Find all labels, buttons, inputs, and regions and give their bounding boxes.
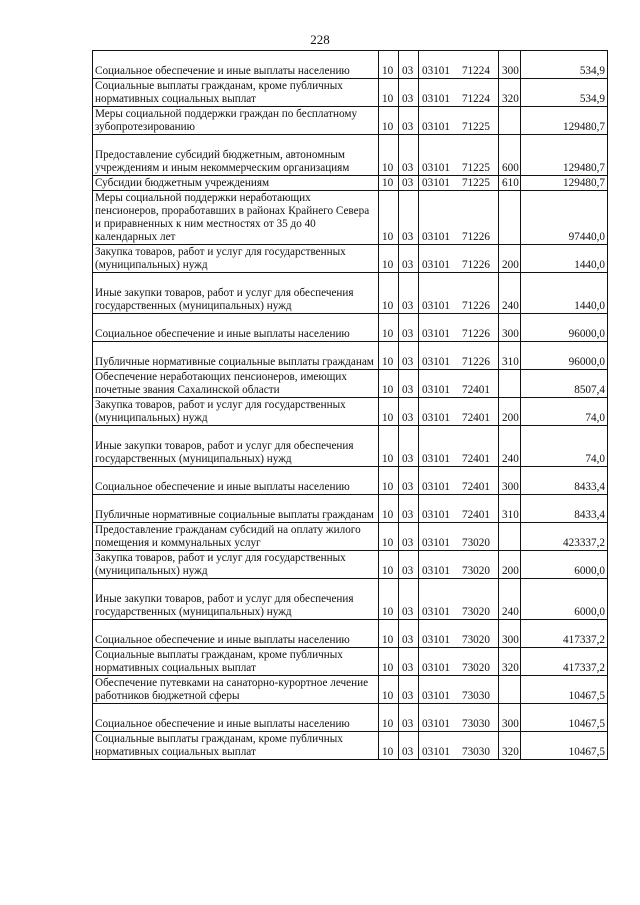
amount-cell: 417337,2 [521, 648, 608, 676]
direction-code: 72401 [461, 509, 490, 521]
expense-type-cell: 320 [499, 79, 521, 107]
row-name-cell: Социальное обеспечение и иные выплаты населению [93, 704, 379, 732]
expense-type-cell: 300 [499, 314, 521, 342]
direction-code: 71226 [461, 231, 490, 243]
section-code-cell: 10 [379, 579, 399, 620]
row-name-cell: Социальное обеспечение и иные выплаты населению [93, 314, 379, 342]
program-code: 03101 [422, 690, 450, 702]
table-row [93, 342, 608, 370]
row-name-cell: Публичные нормативные социальные выплаты гражданам [93, 495, 379, 523]
budget-table [92, 50, 608, 760]
row-name-cell: Иные закупки товаров, работ и услуг для обеспечения государственных (муниципальных) нужд [93, 273, 379, 314]
target-article-cell [419, 523, 499, 551]
subsection-code-cell: 03 [399, 551, 419, 579]
section-code-cell: 10 [379, 732, 399, 760]
expense-type-cell: 610 [499, 176, 521, 191]
row-name-cell: Предоставление гражданам субсидий на оплату жилого помещения и коммунальных услуг [93, 523, 379, 551]
program-code: 03101 [422, 177, 450, 189]
target-article-cell [419, 551, 499, 579]
expense-type-cell [499, 191, 521, 245]
program-code: 03101 [422, 509, 450, 521]
subsection-code-cell: 03 [399, 191, 419, 245]
table-row [93, 370, 608, 398]
program-code: 03101 [422, 606, 450, 618]
row-name-cell: Субсидии бюджетным учреждениям [93, 176, 379, 191]
subsection-code-cell: 03 [399, 579, 419, 620]
section-code-cell: 10 [379, 495, 399, 523]
program-code: 03101 [422, 746, 450, 758]
expense-type-cell: 300 [499, 51, 521, 79]
direction-code: 73030 [461, 690, 490, 702]
direction-code: 71224 [461, 93, 490, 105]
target-article-cell [419, 732, 499, 760]
amount-cell: 10467,5 [521, 704, 608, 732]
program-code: 03101 [422, 412, 450, 424]
target-article-cell [419, 426, 499, 467]
section-code-cell: 10 [379, 245, 399, 273]
amount-cell: 1440,0 [521, 273, 608, 314]
target-article-cell [419, 370, 499, 398]
direction-code: 72401 [461, 384, 490, 396]
amount-cell: 1440,0 [521, 245, 608, 273]
amount-cell: 74,0 [521, 398, 608, 426]
table-row [93, 107, 608, 135]
table-row [93, 495, 608, 523]
subsection-code-cell: 03 [399, 523, 419, 551]
section-code-cell: 10 [379, 648, 399, 676]
expense-type-cell: 240 [499, 579, 521, 620]
expense-type-cell: 300 [499, 467, 521, 495]
program-code: 03101 [422, 662, 450, 674]
expense-type-cell: 200 [499, 245, 521, 273]
expense-type-cell: 310 [499, 495, 521, 523]
subsection-code-cell: 03 [399, 648, 419, 676]
subsection-code-cell: 03 [399, 495, 419, 523]
subsection-code-cell: 03 [399, 676, 419, 704]
section-code-cell: 10 [379, 398, 399, 426]
program-code: 03101 [422, 93, 450, 105]
subsection-code-cell: 03 [399, 732, 419, 760]
program-code: 03101 [422, 231, 450, 243]
section-code-cell: 10 [379, 273, 399, 314]
expense-type-cell [499, 370, 521, 398]
table-row [93, 579, 608, 620]
amount-cell: 6000,0 [521, 579, 608, 620]
amount-cell: 534,9 [521, 79, 608, 107]
direction-code: 71225 [461, 162, 490, 174]
program-code: 03101 [422, 356, 450, 368]
direction-code: 72401 [461, 453, 490, 465]
table-row [93, 704, 608, 732]
amount-cell: 129480,7 [521, 135, 608, 176]
target-article-cell [419, 191, 499, 245]
direction-code: 71226 [461, 300, 490, 312]
program-code: 03101 [422, 259, 450, 271]
direction-code: 73020 [461, 662, 490, 674]
table-row [93, 676, 608, 704]
target-article-cell [419, 79, 499, 107]
section-code-cell: 10 [379, 342, 399, 370]
amount-cell: 8433,4 [521, 467, 608, 495]
amount-cell: 96000,0 [521, 342, 608, 370]
row-name-cell: Социальные выплаты гражданам, кроме публичных нормативных социальных выплат [93, 732, 379, 760]
expense-type-cell: 600 [499, 135, 521, 176]
section-code-cell: 10 [379, 314, 399, 342]
amount-cell: 129480,7 [521, 176, 608, 191]
table-row [93, 79, 608, 107]
table-row [93, 523, 608, 551]
row-name-cell: Закупка товаров, работ и услуг для государственных (муниципальных) нужд [93, 398, 379, 426]
table-row [93, 51, 608, 79]
subsection-code-cell: 03 [399, 398, 419, 426]
target-article-cell [419, 245, 499, 273]
program-code: 03101 [422, 634, 450, 646]
section-code-cell: 10 [379, 370, 399, 398]
table-row [93, 732, 608, 760]
table-row [93, 191, 608, 245]
table-row [93, 398, 608, 426]
table-row [93, 314, 608, 342]
amount-cell: 6000,0 [521, 551, 608, 579]
direction-code: 72401 [461, 412, 490, 424]
section-code-cell: 10 [379, 523, 399, 551]
subsection-code-cell: 03 [399, 370, 419, 398]
section-code-cell: 10 [379, 620, 399, 648]
amount-cell: 10467,5 [521, 732, 608, 760]
program-code: 03101 [422, 328, 450, 340]
section-code-cell: 10 [379, 107, 399, 135]
section-code-cell: 10 [379, 676, 399, 704]
program-code: 03101 [422, 718, 450, 730]
expense-type-cell: 200 [499, 551, 521, 579]
program-code: 03101 [422, 300, 450, 312]
row-name-cell: Социальное обеспечение и иные выплаты населению [93, 467, 379, 495]
target-article-cell [419, 398, 499, 426]
row-name-cell: Публичные нормативные социальные выплаты гражданам [93, 342, 379, 370]
expense-type-cell [499, 676, 521, 704]
target-article-cell [419, 51, 499, 79]
target-article-cell [419, 676, 499, 704]
row-name-cell: Социальное обеспечение и иные выплаты населению [93, 620, 379, 648]
direction-code: 71225 [461, 121, 490, 133]
table-row [93, 176, 608, 191]
expense-type-cell: 240 [499, 273, 521, 314]
section-code-cell: 10 [379, 176, 399, 191]
section-code-cell: 10 [379, 551, 399, 579]
expense-type-cell: 320 [499, 648, 521, 676]
table-row [93, 551, 608, 579]
row-name-cell: Иные закупки товаров, работ и услуг для обеспечения государственных (муниципальных) нужд [93, 579, 379, 620]
direction-code: 71225 [461, 177, 490, 189]
subsection-code-cell: 03 [399, 704, 419, 732]
program-code: 03101 [422, 565, 450, 577]
direction-code: 72401 [461, 481, 490, 493]
direction-code: 71226 [461, 356, 490, 368]
page-number: 228 [310, 32, 330, 47]
amount-cell: 423337,2 [521, 523, 608, 551]
target-article-cell [419, 467, 499, 495]
row-name-cell: Меры социальной поддержки граждан по бесплатному зубопротезированию [93, 107, 379, 135]
program-code: 03101 [422, 162, 450, 174]
subsection-code-cell: 03 [399, 273, 419, 314]
program-code: 03101 [422, 481, 450, 493]
section-code-cell: 10 [379, 51, 399, 79]
subsection-code-cell: 03 [399, 620, 419, 648]
row-name-cell: Социальные выплаты гражданам, кроме публичных нормативных социальных выплат [93, 79, 379, 107]
row-name-cell: Закупка товаров, работ и услуг для государственных (муниципальных) нужд [93, 245, 379, 273]
subsection-code-cell: 03 [399, 245, 419, 273]
program-code: 03101 [422, 65, 450, 77]
expense-type-cell [499, 107, 521, 135]
expense-type-cell: 300 [499, 620, 521, 648]
table-row [93, 273, 608, 314]
row-name-cell: Социальные выплаты гражданам, кроме публичных нормативных социальных выплат [93, 648, 379, 676]
direction-code: 73030 [461, 718, 490, 730]
section-code-cell: 10 [379, 191, 399, 245]
row-name-cell: Предоставление субсидий бюджетным, автономным учреждениям и иным некоммерческим организациям [93, 135, 379, 176]
target-article-cell [419, 273, 499, 314]
direction-code: 73020 [461, 565, 490, 577]
section-code-cell: 10 [379, 704, 399, 732]
direction-code: 73020 [461, 634, 490, 646]
subsection-code-cell: 03 [399, 342, 419, 370]
section-code-cell: 10 [379, 426, 399, 467]
direction-code: 71226 [461, 328, 490, 340]
amount-cell: 96000,0 [521, 314, 608, 342]
expense-type-cell: 200 [499, 398, 521, 426]
subsection-code-cell: 03 [399, 135, 419, 176]
expense-type-cell: 310 [499, 342, 521, 370]
row-name-cell: Социальное обеспечение и иные выплаты населению [93, 51, 379, 79]
target-article-cell [419, 342, 499, 370]
subsection-code-cell: 03 [399, 314, 419, 342]
section-code-cell: 10 [379, 467, 399, 495]
target-article-cell [419, 314, 499, 342]
program-code: 03101 [422, 537, 450, 549]
table-row [93, 426, 608, 467]
amount-cell: 8507,4 [521, 370, 608, 398]
row-name-cell: Обеспечение путевками на санаторно-курортное лечение работников бюджетной сферы [93, 676, 379, 704]
expense-type-cell: 240 [499, 426, 521, 467]
subsection-code-cell: 03 [399, 426, 419, 467]
target-article-cell [419, 135, 499, 176]
subsection-code-cell: 03 [399, 107, 419, 135]
table-row [93, 620, 608, 648]
program-code: 03101 [422, 384, 450, 396]
budget-table-body [93, 51, 608, 760]
direction-code: 71224 [461, 65, 490, 77]
target-article-cell [419, 620, 499, 648]
target-article-cell [419, 495, 499, 523]
amount-cell: 74,0 [521, 426, 608, 467]
subsection-code-cell: 03 [399, 467, 419, 495]
amount-cell: 129480,7 [521, 107, 608, 135]
direction-code: 71226 [461, 259, 490, 271]
table-row [93, 135, 608, 176]
subsection-code-cell: 03 [399, 79, 419, 107]
target-article-cell [419, 107, 499, 135]
expense-type-cell [499, 523, 521, 551]
table-row [93, 648, 608, 676]
section-code-cell: 10 [379, 135, 399, 176]
amount-cell: 10467,5 [521, 676, 608, 704]
row-name-cell: Закупка товаров, работ и услуг для государственных (муниципальных) нужд [93, 551, 379, 579]
row-name-cell: Меры социальной поддержки неработающих пенсионеров, проработавших в районах Крайнего Севера и приравненных к ним местностях от 35 до 40 календарных лет [93, 191, 379, 245]
direction-code: 73030 [461, 746, 490, 758]
target-article-cell [419, 579, 499, 620]
row-name-cell: Обеспечение неработающих пенсионеров, имеющих почетные звания Сахалинской области [93, 370, 379, 398]
direction-code: 73020 [461, 537, 490, 549]
target-article-cell [419, 648, 499, 676]
program-code: 03101 [422, 453, 450, 465]
expense-type-cell: 320 [499, 732, 521, 760]
row-name-cell: Иные закупки товаров, работ и услуг для обеспечения государственных (муниципальных) нужд [93, 426, 379, 467]
section-code-cell: 10 [379, 79, 399, 107]
target-article-cell [419, 176, 499, 191]
program-code: 03101 [422, 121, 450, 133]
table-row [93, 245, 608, 273]
expense-type-cell: 300 [499, 704, 521, 732]
amount-cell: 417337,2 [521, 620, 608, 648]
subsection-code-cell: 03 [399, 176, 419, 191]
table-row [93, 467, 608, 495]
amount-cell: 8433,4 [521, 495, 608, 523]
subsection-code-cell: 03 [399, 51, 419, 79]
amount-cell: 534,9 [521, 51, 608, 79]
amount-cell: 97440,0 [521, 191, 608, 245]
direction-code: 73020 [461, 606, 490, 618]
target-article-cell [419, 704, 499, 732]
